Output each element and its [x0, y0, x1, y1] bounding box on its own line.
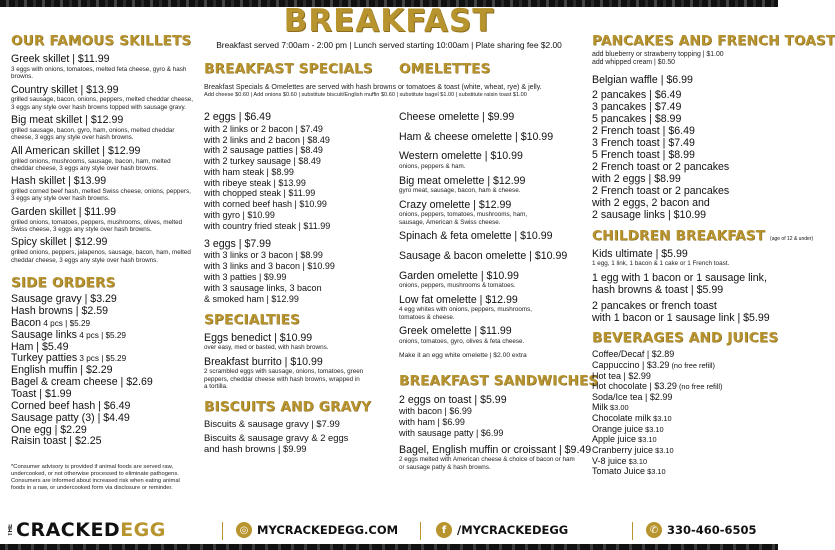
- omelette-entry: [399, 325, 579, 345]
- specials-info: [204, 83, 580, 98]
- beverage-name: V-8 juice: [592, 455, 627, 466]
- omelette-name: Cheese omelette | $9.99: [399, 111, 515, 123]
- skillet-entry: [11, 53, 201, 81]
- side-name: Sausage links: [11, 328, 77, 341]
- children-list: [592, 272, 774, 324]
- children-item: hash browns & toast | $5.99: [592, 283, 724, 296]
- beverage-item: [592, 434, 774, 445]
- beverage-item: [592, 360, 774, 371]
- side-item: [11, 436, 201, 448]
- skillets-heading: OUR FAMOUS SKILLETS: [11, 33, 192, 49]
- beverage-name: Tomato Juice: [592, 466, 646, 477]
- pancake-item: 5 French toast | $8.99: [592, 149, 695, 162]
- service-hours: Breakfast served 7:00am - 2:00 pm | Lunch served starting 10:00am | Plate sharing fee $2.00: [216, 40, 562, 50]
- beverage-item: [592, 371, 774, 382]
- pancake-item: 2 French toast | $6.49: [592, 124, 695, 137]
- bottom-border: [0, 544, 778, 550]
- skillet-name: Garden skillet | $11.99: [11, 205, 117, 218]
- skillet-desc: grilled corned beef hash, melted Swiss cheese, onions, peppers, 3 eggs any style over hash browns.: [11, 188, 191, 203]
- children-item: 2 pancakes or french toast: [592, 299, 717, 312]
- two-eggs-option: with country fried steak | $11.99: [204, 220, 331, 231]
- sandwiches-heading: BREAKFAST SANDWICHES: [399, 373, 599, 390]
- side-price: 4 pcs | $5.29: [41, 318, 91, 328]
- omelettes-heading: OMELETTES: [399, 61, 491, 77]
- pancake-item: with 2 eggs | $8.99: [592, 173, 681, 186]
- omelette-name: Sausage & bacon omelette | $10.99: [399, 249, 568, 262]
- two-eggs-base: 2 eggs | $6.49: [204, 111, 271, 123]
- skillet-entry: [11, 84, 201, 112]
- beverage-item: [592, 466, 774, 477]
- three-eggs-option: with 3 links or 3 bacon | $8.99: [204, 250, 323, 261]
- skillet-entry: [11, 206, 201, 234]
- globe-icon: ◎: [236, 522, 252, 538]
- omelette-entry: [399, 111, 579, 124]
- sandwich-item: 2 eggs on toast | $5.99: [399, 393, 507, 406]
- skillet-name: Hash skillet | $13.99: [11, 175, 107, 188]
- omelette-name: Low fat omelette | $12.99: [399, 293, 518, 306]
- pancake-addons: [592, 51, 774, 68]
- specialty-desc: 2 scrambled eggs with sausage, onions, tomatoes, green peppers, cheddar cheese with hash browns, wrapped in a tortilla.: [204, 368, 364, 391]
- two-eggs-option: with 2 links or 2 bacon | $7.49: [204, 123, 323, 134]
- specialties-heading: SPECIALTIES: [204, 312, 300, 329]
- kids-ultimate: Kids ultimate | $5.99: [592, 247, 688, 260]
- column-skillets-sides: [11, 34, 201, 492]
- column-pancakes: [592, 33, 835, 477]
- beverage-price: $3.10: [643, 424, 664, 434]
- omelette-entry: [399, 294, 579, 322]
- omelette-entry: [399, 175, 579, 195]
- sides-list: [11, 294, 201, 448]
- omelettes-heading-box: [399, 62, 579, 76]
- skillet-desc: grilled onions, peppers, jalapenos, sausage, bacon, ham, melted cheddar cheese, 3 eggs any style over hash browns.: [11, 249, 191, 264]
- two-eggs-list: [204, 111, 400, 232]
- egg-white-note: Make it an egg white omelette | $2.00 extra: [399, 352, 527, 360]
- beverage-price: $3.10: [626, 456, 648, 466]
- specials-intro: Breakfast Specials & Omelettes are served with hash browns or tomatoes & toast (white, wheat, rye) & jelly.: [204, 83, 542, 91]
- phone-icon: ✆: [646, 522, 662, 538]
- column-omelettes: [399, 111, 599, 471]
- brand-logo: [8, 519, 166, 541]
- skillet-entry: [11, 236, 201, 264]
- specialty-name: Breakfast burrito | $10.99: [204, 355, 323, 368]
- beverages-heading: BEVERAGES AND JUICES: [592, 330, 779, 347]
- side-name: Bacon: [11, 316, 42, 329]
- skillet-entry: [11, 114, 201, 142]
- side-price: 3 pcs | $5.29: [77, 354, 127, 364]
- side-name: English muffin | $2.29: [11, 364, 113, 377]
- pancake-item: 2 pancakes | $6.49: [592, 88, 682, 101]
- skillet-name: Greek skillet | $11.99: [11, 53, 110, 66]
- omelette-entry: [399, 131, 579, 144]
- omelette-entry: [399, 250, 579, 263]
- logo-the: THE: [8, 524, 14, 536]
- pancake-item: with 2 eggs, 2 bacon and: [592, 197, 710, 210]
- sandwich-item: with bacon | $6.99: [399, 406, 472, 417]
- sandwich-list: [399, 394, 579, 439]
- page-title: BREAKFAST: [283, 3, 495, 39]
- pancake-addon: add blueberry or strawberry topping | $1.00: [592, 51, 724, 59]
- skillet-name: All American skillet | $12.99: [11, 144, 141, 157]
- two-eggs-option: with 2 turkey sausage | $8.49: [204, 156, 321, 167]
- omelette-name: Crazy omelette | $12.99: [399, 198, 512, 211]
- specialty-desc: over easy, med or basted, with hash browns.: [204, 344, 329, 352]
- phone-number[interactable]: ✆ 330-460-6505: [646, 522, 757, 538]
- side-name: Ham | $5.49: [11, 340, 69, 353]
- biscuit-item: Biscuits & sausage gravy | $7.99: [204, 417, 340, 429]
- pancake-addon: add whipped cream | $0.50: [592, 59, 676, 67]
- footer-divider: [420, 522, 421, 540]
- beverage-item: [592, 402, 774, 413]
- children-item: 1 egg with 1 bacon or 1 sausage link,: [592, 271, 767, 284]
- pancake-item: 2 French toast or 2 pancakes: [592, 161, 730, 174]
- omelette-entry: [399, 150, 579, 170]
- skillet-name: Spicy skillet | $12.99: [11, 236, 108, 249]
- side-name: Sausage gravy | $3.29: [11, 293, 117, 306]
- beverage-price: $3.10: [653, 446, 674, 456]
- pancake-item: Belgian waffle | $6.99: [592, 73, 693, 86]
- omelette-entry: [399, 270, 579, 290]
- beverage-name: Cranberry juice: [592, 445, 654, 456]
- column-eggs: [204, 111, 400, 455]
- two-eggs-option: with 2 sausage patties | $8.49: [204, 145, 323, 156]
- side-name: Toast | $1.99: [11, 388, 72, 401]
- two-eggs-option: with corned beef hash | $10.99: [204, 199, 327, 210]
- skillet-entry: [11, 175, 201, 203]
- beverage-item: [592, 349, 774, 360]
- logo-wordmark: CRACKEDEGG: [16, 519, 166, 541]
- omelette-desc: onions, peppers & ham.: [399, 163, 466, 171]
- beverage-price: $3.10: [651, 414, 672, 424]
- beverage-price: (no free refill): [669, 360, 715, 370]
- omelette-desc: onions, tomatoes, gyro, olives & feta cheese.: [399, 337, 525, 345]
- beverage-name: Orange juice: [592, 423, 644, 434]
- two-eggs-option: with ham steak | $8.99: [204, 166, 294, 177]
- skillet-desc: grilled sausage, bacon, gyro, ham, onions, melted cheddar cheese, 3 eggs any style over hash browns.: [11, 126, 175, 142]
- sandwich-item: with ham | $6.99: [399, 417, 465, 428]
- omelette-entry: [399, 230, 579, 243]
- three-eggs-option: with 3 patties | $9.99: [204, 271, 287, 282]
- side-name: Bagel & cream cheese | $2.69: [11, 376, 153, 389]
- specialty-name: Eggs benedict | $10.99: [204, 331, 313, 344]
- beverage-item: [592, 445, 774, 456]
- skillets-list: [11, 53, 201, 264]
- skillet-desc: grilled onions, mushrooms, sausage, bacon, ham, melted cheddar cheese, 3 eggs any style over hash browns.: [11, 157, 171, 172]
- biscuit-item: and hash browns | $9.99: [204, 443, 307, 455]
- beverage-name: Coffee/Decaf | $2.89: [592, 349, 675, 360]
- biscuit-item: Biscuits & sausage gravy & 2 eggs: [204, 432, 349, 444]
- omelette-name: Western omelette | $10.99: [399, 150, 523, 163]
- specialty-entry: [204, 356, 400, 391]
- pancake-item: 2 French toast or 2 pancakes: [592, 185, 730, 198]
- pancakes-heading: PANCAKES AND FRENCH TOAST: [592, 33, 835, 49]
- two-eggs-option: with gyro | $10.99: [204, 210, 275, 221]
- three-eggs-option: & smoked ham | $12.99: [204, 293, 299, 304]
- beverage-name: Hot chocolate | $3.29: [592, 381, 677, 392]
- pancake-item: 2 sausage links | $10.99: [592, 209, 707, 222]
- beverage-name: Hot tea | $2.99: [592, 370, 651, 381]
- omelette-desc: gyro meat, sausage, bacon, ham & cheese.: [399, 187, 521, 195]
- consumer-advisory: *Consumer advisory is provided if animal foods are served raw, undercooked, or not otherwise processed to eliminate pathogens. Consumers are informed about increased risk when eating animal foods in a raw, or undercooked form via disclosure or reminder.: [11, 464, 180, 492]
- beverage-name: Milk: [592, 402, 608, 413]
- side-name: One egg | $2.29: [11, 423, 87, 436]
- beverage-item: [592, 392, 774, 403]
- omelette-entry: [399, 199, 579, 227]
- omelette-name: Greek omelette | $11.99: [399, 325, 512, 338]
- beverage-price: (no free refill): [676, 382, 723, 392]
- pancake-item: 5 pancakes | $8.99: [592, 112, 682, 125]
- beverage-item: [592, 424, 774, 435]
- beverage-name: Soda/Ice tea | $2.99: [592, 391, 673, 402]
- side-name: Sausage patty (3) | $4.49: [11, 411, 130, 424]
- skillet-name: Big meat skillet | $12.99: [11, 114, 124, 127]
- children-item: with 1 bacon or 1 sausage link | $5.99: [592, 311, 770, 324]
- skillet-desc: 3 eggs with onions, tomatoes, melted feta cheese, gyro & hash browns.: [11, 65, 187, 81]
- omelette-name: Spinach & feta omelette | $10.99: [399, 230, 553, 243]
- specials-addons: Add cheese $0.60 | Add onions $0.60 | substitute biscuit/English muffin $0.60 | substitute bagel $1.00 | substitute raisin toast $1.00: [204, 91, 527, 98]
- three-eggs-list: [204, 238, 400, 305]
- beverage-name: Cappuccino | $3.29: [592, 359, 670, 370]
- facebook-icon: f: [436, 522, 452, 538]
- biscuits-list: [204, 418, 400, 455]
- omelette-desc: onions, peppers, tomatoes, mushrooms, ham, sausage, American & Swiss cheese.: [399, 211, 528, 226]
- beverage-name: Chocolate milk: [592, 413, 652, 424]
- three-eggs-option: with 3 sausage links, 3 bacon: [204, 282, 322, 293]
- omelette-name: Ham & cheese omelette | $10.99: [399, 130, 554, 143]
- beverage-item: [592, 456, 774, 467]
- bagel-sandwich: Bagel, English muffin or croissant | $9.49: [399, 443, 592, 456]
- beverage-price: $3.10: [636, 435, 657, 445]
- side-price: 4 pcs | $5.29: [76, 330, 126, 340]
- specialties-list: [204, 332, 400, 391]
- footer-divider: [632, 522, 633, 540]
- two-eggs-option: with 2 links and 2 bacon | $8.49: [204, 134, 330, 145]
- side-name: Hash browns | $2.59: [11, 305, 108, 318]
- website-link[interactable]: ◎ MYCRACKEDEGG.COM: [236, 522, 398, 538]
- sides-heading: SIDE ORDERS: [11, 275, 116, 291]
- pancake-list: [592, 74, 774, 222]
- pancake-item: 3 French toast | $7.49: [592, 137, 695, 150]
- omelette-desc: 4 egg whites with onions, peppers, mushrooms, tomatoes & cheese.: [399, 306, 533, 321]
- skillet-desc: grilled onions, tomatoes, peppers, mushrooms, olives, melted Swiss cheese, 3 eggs any style over hash browns.: [11, 218, 183, 234]
- beverage-price: $3.10: [645, 467, 666, 477]
- two-eggs-option: with chopped steak | $11.99: [204, 188, 316, 199]
- footer: [0, 517, 778, 544]
- beverage-item: [592, 381, 774, 392]
- kids-ultimate-desc: 1 egg, 1 link, 1 bacon & 1 cake or 1 French toast.: [592, 260, 730, 268]
- omelette-desc: onions, peppers, mushrooms & tomatoes.: [399, 282, 516, 290]
- specials-heading: BREAKFAST SPECIALS: [204, 61, 373, 77]
- side-name: Turkey patties: [11, 352, 78, 365]
- two-eggs-option: with ribeye steak | $13.99: [204, 177, 306, 188]
- children-heading: CHILDREN BREAKFAST (age of 12 & under): [592, 228, 814, 245]
- omelettes-list: [399, 111, 579, 345]
- skillet-name: Country skillet | $13.99: [11, 83, 119, 96]
- skillet-entry: [11, 145, 201, 173]
- omelette-name: Big meat omelette | $12.99: [399, 174, 526, 187]
- biscuits-heading: BISCUITS AND GRAVY: [204, 398, 372, 415]
- footer-divider: [222, 522, 223, 540]
- side-name: Corned beef hash | $6.49: [11, 399, 131, 412]
- beverage-list: [592, 349, 774, 477]
- skillet-desc: grilled sausage, bacon, onions, peppers, melted cheddar cheese, 3 eggs any style over hash browns topped with sausage gravy.: [11, 96, 194, 111]
- three-eggs-option: with 3 links and 3 bacon | $10.99: [204, 261, 335, 272]
- facebook-link[interactable]: f /MYCRACKEDEGG: [436, 522, 568, 538]
- column-specials: [204, 62, 394, 76]
- pancake-item: 3 pancakes | $7.49: [592, 100, 682, 113]
- specialty-entry: [204, 332, 400, 352]
- beverage-item: [592, 413, 774, 424]
- side-name: Raisin toast | $2.25: [11, 435, 102, 448]
- beverage-price: $3.00: [608, 403, 629, 413]
- sandwich-item: with sausage patty | $6.99: [399, 427, 504, 438]
- omelette-name: Garden omelette | $10.99: [399, 269, 519, 282]
- beverage-name: Apple juice: [592, 434, 637, 445]
- three-eggs-base: 3 eggs | $7.99: [204, 237, 271, 250]
- bagel-sandwich-desc: 2 eggs melted with American cheese & choice of bacon or ham or sausage patty & hash browns.: [399, 456, 575, 471]
